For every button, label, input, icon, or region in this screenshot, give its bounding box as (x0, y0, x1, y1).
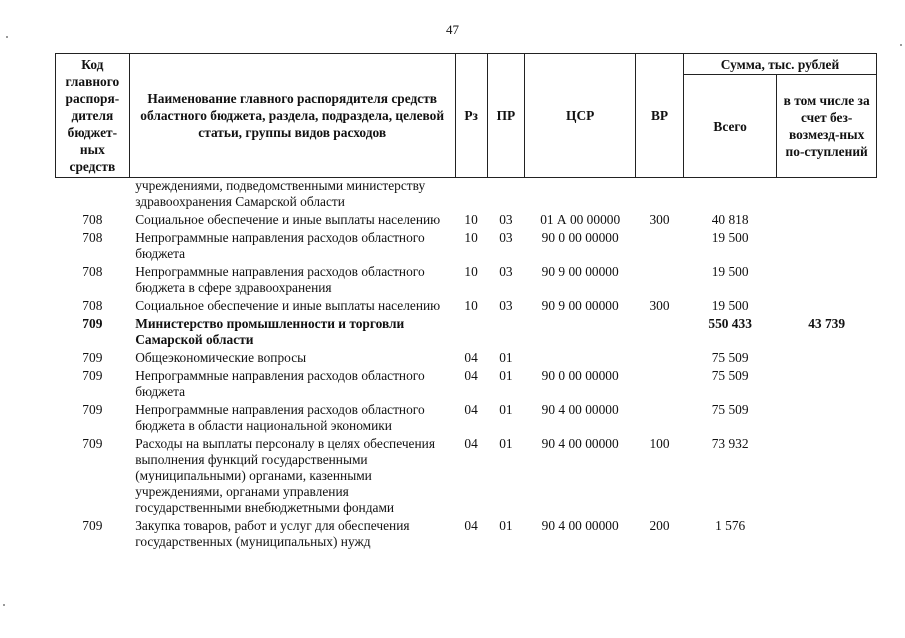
cell-rz: 04 (464, 518, 478, 533)
cell-name: учреждениями, подведомственными министерству здравоохранения Самарской области (135, 178, 426, 209)
cell-rz (455, 314, 487, 348)
cell-name: Социальное обеспечение и иные выплаты населению (135, 298, 441, 313)
cell-vr (636, 262, 684, 296)
cell-name: Министерство промышленности и торговли Самарской области (135, 316, 405, 347)
table-row (56, 228, 877, 262)
cell-pr: 03 (499, 264, 513, 279)
cell-name: Непрограммные направления расходов областного бюджета в области национальной экономики (135, 402, 425, 433)
cell-name: Непрограммные направления расходов областного бюджета (135, 230, 425, 261)
cell-code: 709 (82, 368, 103, 383)
cell-pr: 03 (499, 212, 513, 227)
table-header (56, 54, 877, 178)
cell-rz: 10 (464, 298, 478, 313)
scan-speck (6, 36, 8, 38)
cell-pr: 01 (499, 368, 513, 383)
table-row (56, 296, 877, 314)
cell-csr: 90 4 00 00000 (541, 518, 619, 533)
cell-csr: 90 0 00 00000 (541, 368, 619, 383)
cell-total: 19 500 (711, 230, 749, 245)
cell-code: 708 (82, 298, 103, 313)
cell-vr (636, 228, 684, 262)
table-row (56, 314, 877, 348)
cell-rz: 04 (464, 402, 478, 417)
cell-total: 73 932 (711, 436, 749, 451)
cell-rz (455, 178, 487, 211)
header-csr: ЦСР (525, 54, 636, 178)
cell-total: 75 509 (711, 350, 749, 365)
cell-csr (525, 178, 636, 211)
cell-name: Закупка товаров, работ и услуг для обеспечения государственных (муниципальных) нужд (135, 518, 410, 549)
cell-name: Непрограммные направления расходов областного бюджета в сфере здравоохранения (135, 264, 425, 295)
header-name: Наименование главного распорядителя средств областного бюджета, раздела, подраздела, целевой статьи, группы видов расходов (129, 54, 455, 178)
table-row (56, 348, 877, 366)
cell-rz: 10 (464, 212, 478, 227)
table-body (56, 178, 877, 551)
table-row (56, 400, 877, 434)
cell-pr: 01 (499, 436, 513, 451)
cell-vr (636, 366, 684, 400)
cell-incl (777, 348, 877, 366)
header-sum: Сумма, тыс. рублей (684, 54, 877, 75)
cell-total (684, 178, 777, 211)
cell-pr: 03 (499, 230, 513, 245)
cell-code (56, 178, 130, 211)
cell-csr (525, 314, 636, 348)
cell-total: 19 500 (711, 298, 749, 313)
cell-total: 1 576 (715, 518, 746, 533)
cell-csr: 01 А 00 00000 (540, 212, 621, 227)
cell-code: 709 (82, 436, 103, 451)
cell-incl (777, 366, 877, 400)
table-row (56, 434, 877, 516)
cell-total: 550 433 (708, 316, 752, 331)
cell-name: Общеэкономические вопросы (135, 350, 307, 365)
cell-vr (636, 178, 684, 211)
table-row (56, 516, 877, 550)
cell-incl (777, 516, 877, 550)
cell-pr (487, 314, 525, 348)
cell-vr: 100 (649, 436, 670, 451)
cell-csr: 90 9 00 00000 (541, 264, 619, 279)
cell-vr (636, 314, 684, 348)
cell-pr: 03 (499, 298, 513, 313)
cell-vr: 200 (649, 518, 670, 533)
cell-name: Непрограммные направления расходов областного бюджета (135, 368, 425, 399)
header-pr: ПР (487, 54, 525, 178)
cell-code: 709 (82, 402, 103, 417)
cell-code: 709 (82, 518, 103, 533)
cell-rz: 04 (464, 350, 478, 365)
cell-incl (777, 228, 877, 262)
cell-code: 708 (82, 264, 103, 279)
table-row (56, 178, 877, 211)
cell-csr: 90 9 00 00000 (541, 298, 619, 313)
table-row (56, 262, 877, 296)
header-rz: Рз (455, 54, 487, 178)
header-code: Код главного распоря-дителя бюджет-ных средств (56, 54, 130, 178)
cell-code: 709 (82, 316, 103, 331)
cell-incl: 43 739 (808, 316, 846, 331)
cell-vr: 300 (649, 212, 670, 227)
cell-incl (777, 262, 877, 296)
cell-name: Социальное обеспечение и иные выплаты населению (135, 212, 441, 227)
cell-vr: 300 (649, 298, 670, 313)
cell-pr: 01 (499, 350, 513, 365)
cell-rz: 04 (464, 368, 478, 383)
budget-table (55, 53, 877, 550)
table-row (56, 210, 877, 228)
scan-speck (3, 604, 5, 606)
cell-pr: 01 (499, 518, 513, 533)
cell-vr (636, 400, 684, 434)
header-vr: ВР (636, 54, 684, 178)
cell-total: 75 509 (711, 368, 749, 383)
scan-speck (900, 44, 902, 46)
header-total: Всего (684, 75, 777, 178)
cell-name: Расходы на выплаты персоналу в целях обеспечения выполнения функций государственными (муниципальными) органами, казенными учреждениями, органами управления государственными внебюджетными фондами (135, 436, 435, 515)
cell-incl (777, 210, 877, 228)
cell-rz: 04 (464, 436, 478, 451)
cell-incl (777, 296, 877, 314)
cell-csr: 90 0 00 00000 (541, 230, 619, 245)
cell-total: 40 818 (711, 212, 749, 227)
cell-vr (636, 348, 684, 366)
cell-csr: 90 4 00 00000 (541, 436, 619, 451)
cell-csr (525, 348, 636, 366)
cell-rz: 10 (464, 264, 478, 279)
table-row (56, 366, 877, 400)
cell-pr (487, 178, 525, 211)
cell-code: 709 (82, 350, 103, 365)
cell-total: 19 500 (711, 264, 749, 279)
cell-incl (777, 400, 877, 434)
cell-csr: 90 4 00 00000 (541, 402, 619, 417)
cell-incl (777, 178, 877, 211)
header-incl: в том числе за счет без-возмезд-ных по-ступлений (777, 75, 877, 178)
cell-rz: 10 (464, 230, 478, 245)
cell-incl (777, 434, 877, 516)
cell-pr: 01 (499, 402, 513, 417)
page-number: 47 (446, 22, 459, 37)
cell-code: 708 (82, 230, 103, 245)
cell-code: 708 (82, 212, 103, 227)
cell-total: 75 509 (711, 402, 749, 417)
